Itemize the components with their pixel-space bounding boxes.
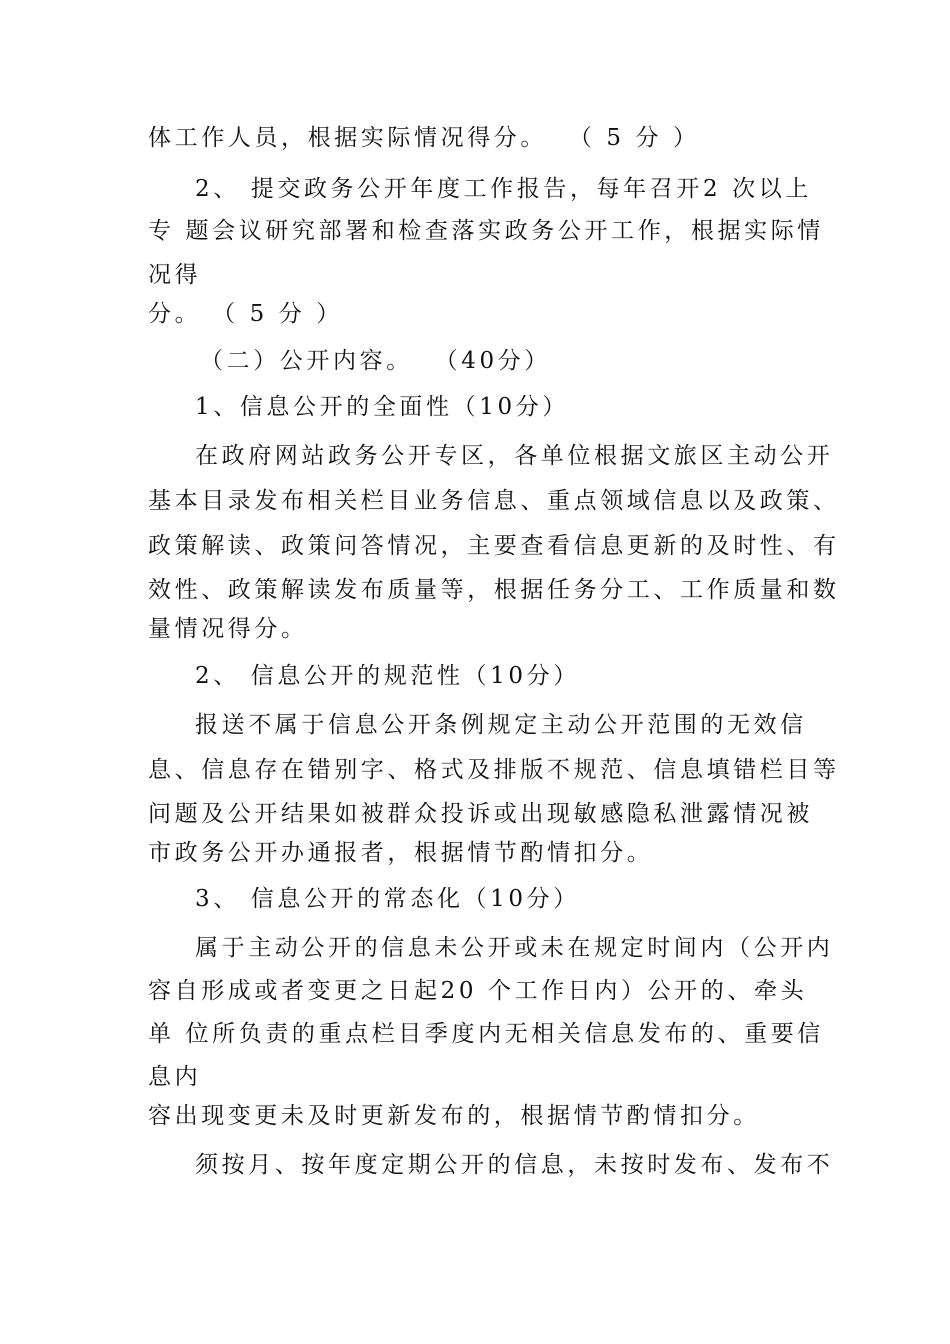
text-line: 息内 <box>148 1064 202 1090</box>
text-line: 问题及公开结果如被群众投诉或出现敏感隐私泄露情况被 <box>148 801 813 827</box>
text-line: 在政府网站政务公开专区，各单位根据文旅区主动公开 <box>195 443 834 469</box>
text-line: 效性、政策解读发布质量等，根据任务分工、工作质量和数 <box>148 577 840 603</box>
subsection-heading: 3、 信息公开的常态化（10分） <box>195 886 580 912</box>
text-line: 须按月、按年度定期公开的信息，未按时发布、发布不 <box>195 1152 834 1178</box>
text-line: 况得 <box>148 262 202 288</box>
text-line: 单 位所负责的重点栏目季度内无相关信息发布的、重要信 <box>148 1021 824 1047</box>
text-line: 基本目录发布相关栏目业务信息、重点领域信息以及政策、 <box>148 488 840 514</box>
subsection-heading: 2、 信息公开的规范性（10分） <box>195 663 580 689</box>
section-heading: （二）公开内容。 （40分） <box>200 348 551 374</box>
text-line: 报送不属于信息公开条例规定主动公开范围的无效信 <box>195 712 807 738</box>
text-line: 属于主动公开的信息未公开或未在规定时间内（公开内 <box>195 935 834 961</box>
text-line: 体工作人员，根据实际情况得分。 （ 5 分 ） <box>148 125 700 151</box>
text-line: 容自形成或者变更之日起20 个工作日内）公开的、牵头 <box>148 978 808 1004</box>
text-line: 市政务公开办通报者，根据情节酌情扣分。 <box>148 840 654 866</box>
subsection-heading: 1、信息公开的全面性（10分） <box>195 394 569 420</box>
text-line: 分。 （ 5 分 ） <box>148 301 343 327</box>
text-line: 容出现变更未及时更新发布的，根据情节酌情扣分。 <box>148 1103 760 1129</box>
text-line: 息、信息存在错别字、格式及排版不规范、信息填错栏目等 <box>148 757 840 783</box>
text-line: 政策解读、政策问答情况，主要查看信息更新的及时性、有 <box>148 533 840 559</box>
text-line: 2、 提交政务公开年度工作报告，每年召开2 次以上 <box>195 176 812 202</box>
text-line: 量情况得分。 <box>148 616 308 642</box>
text-line: 专 题会议研究部署和检查落实政务公开工作，根据实际情 <box>148 218 824 244</box>
